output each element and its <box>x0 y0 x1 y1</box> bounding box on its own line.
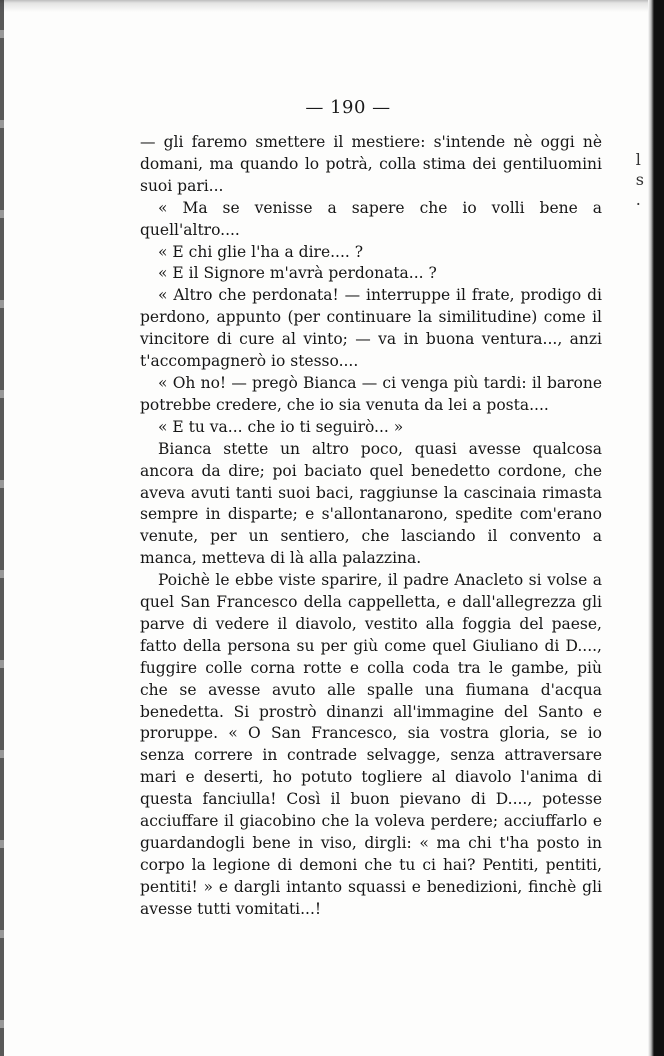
body-text <box>140 132 602 921</box>
paragraph: « Ma se venisse a sapere che io volli bene a quell'altro.... <box>140 198 602 239</box>
paragraph: Bianca stette un altro poco, quasi avesse qualcosa ancora da dire; poi baciato quel benedetto cordone, che aveva avuti tanti suoi baci, raggiunse la cascinaia rimasta sempre in disparte; e s'allontanarono, spedite com'erano venute, per un sentiero, che lasciando il convento a manca, metteva di là alla palazzina. <box>140 439 602 568</box>
paragraph: Poichè le ebbe viste sparire, il padre Anacleto si volse a quel San Francesco della cappelletta, e dall'allegrezza gli parve di vedere il diavolo, vestito alla foggia del paese, fatto della persona su per giù come quel Giuliano di D...., fuggire colle corna rotte e colla coda tra le gambe, più che se avesse avuto alle spalle una fiumana d'acqua benedetta. Si prostrò dinanzi all'immagine del Santo e proruppe. « O San Francesco, sia vostra gloria, se io senza correre in contrade selvagge, senza attraversare mari e deserti, ho potuto togliere al diavolo l'anima di questa fanciulla! Così il buon pievano di D...., potesse acciuffare il giacobino che la voleva perdere; acciuffarlo e guardandogli bene in viso, dirgli: « ma chi t'ha posto in corpo la legione di demoni che tu ci hai? Pentiti, pentiti, pentiti! » e dargli intanto squassi e benedizioni, finchè gli avesse tutti vomitati...! <box>140 571 602 918</box>
paragraph: « E il Signore m'avrà perdonata... ? <box>158 264 437 283</box>
page-right-edge <box>648 0 664 1056</box>
paragraph: « Altro che perdonata! — interruppe il frate, prodigo di perdono, appunto (per continuare la similitudine) come il vincitore di cure al vinto; — va in buona ventura..., anzi t'accompagnerò io stesso.... <box>140 286 602 371</box>
page-top-edge <box>0 0 664 12</box>
margin-mark: l <box>635 150 641 169</box>
paragraph: « E tu va... che io ti seguirò... » <box>158 417 404 436</box>
margin-mark: . <box>635 190 641 209</box>
paragraph: « Oh no! — pregò Bianca — ci venga più tardi: il barone potrebbe credere, che io sia venuta da lei a posta.... <box>140 373 602 414</box>
page-left-edge <box>0 0 4 1056</box>
page-number: — 190 — <box>305 97 391 118</box>
paragraph: « E chi glie l'ha a dire.... ? <box>158 242 364 261</box>
paragraph: — gli faremo smettere il mestiere: s'intende nè oggi nè domani, ma quando lo potrà, colla stima dei gentiluomini suoi pari... <box>140 133 602 195</box>
margin-marks <box>636 150 644 210</box>
margin-mark: s <box>635 170 644 189</box>
